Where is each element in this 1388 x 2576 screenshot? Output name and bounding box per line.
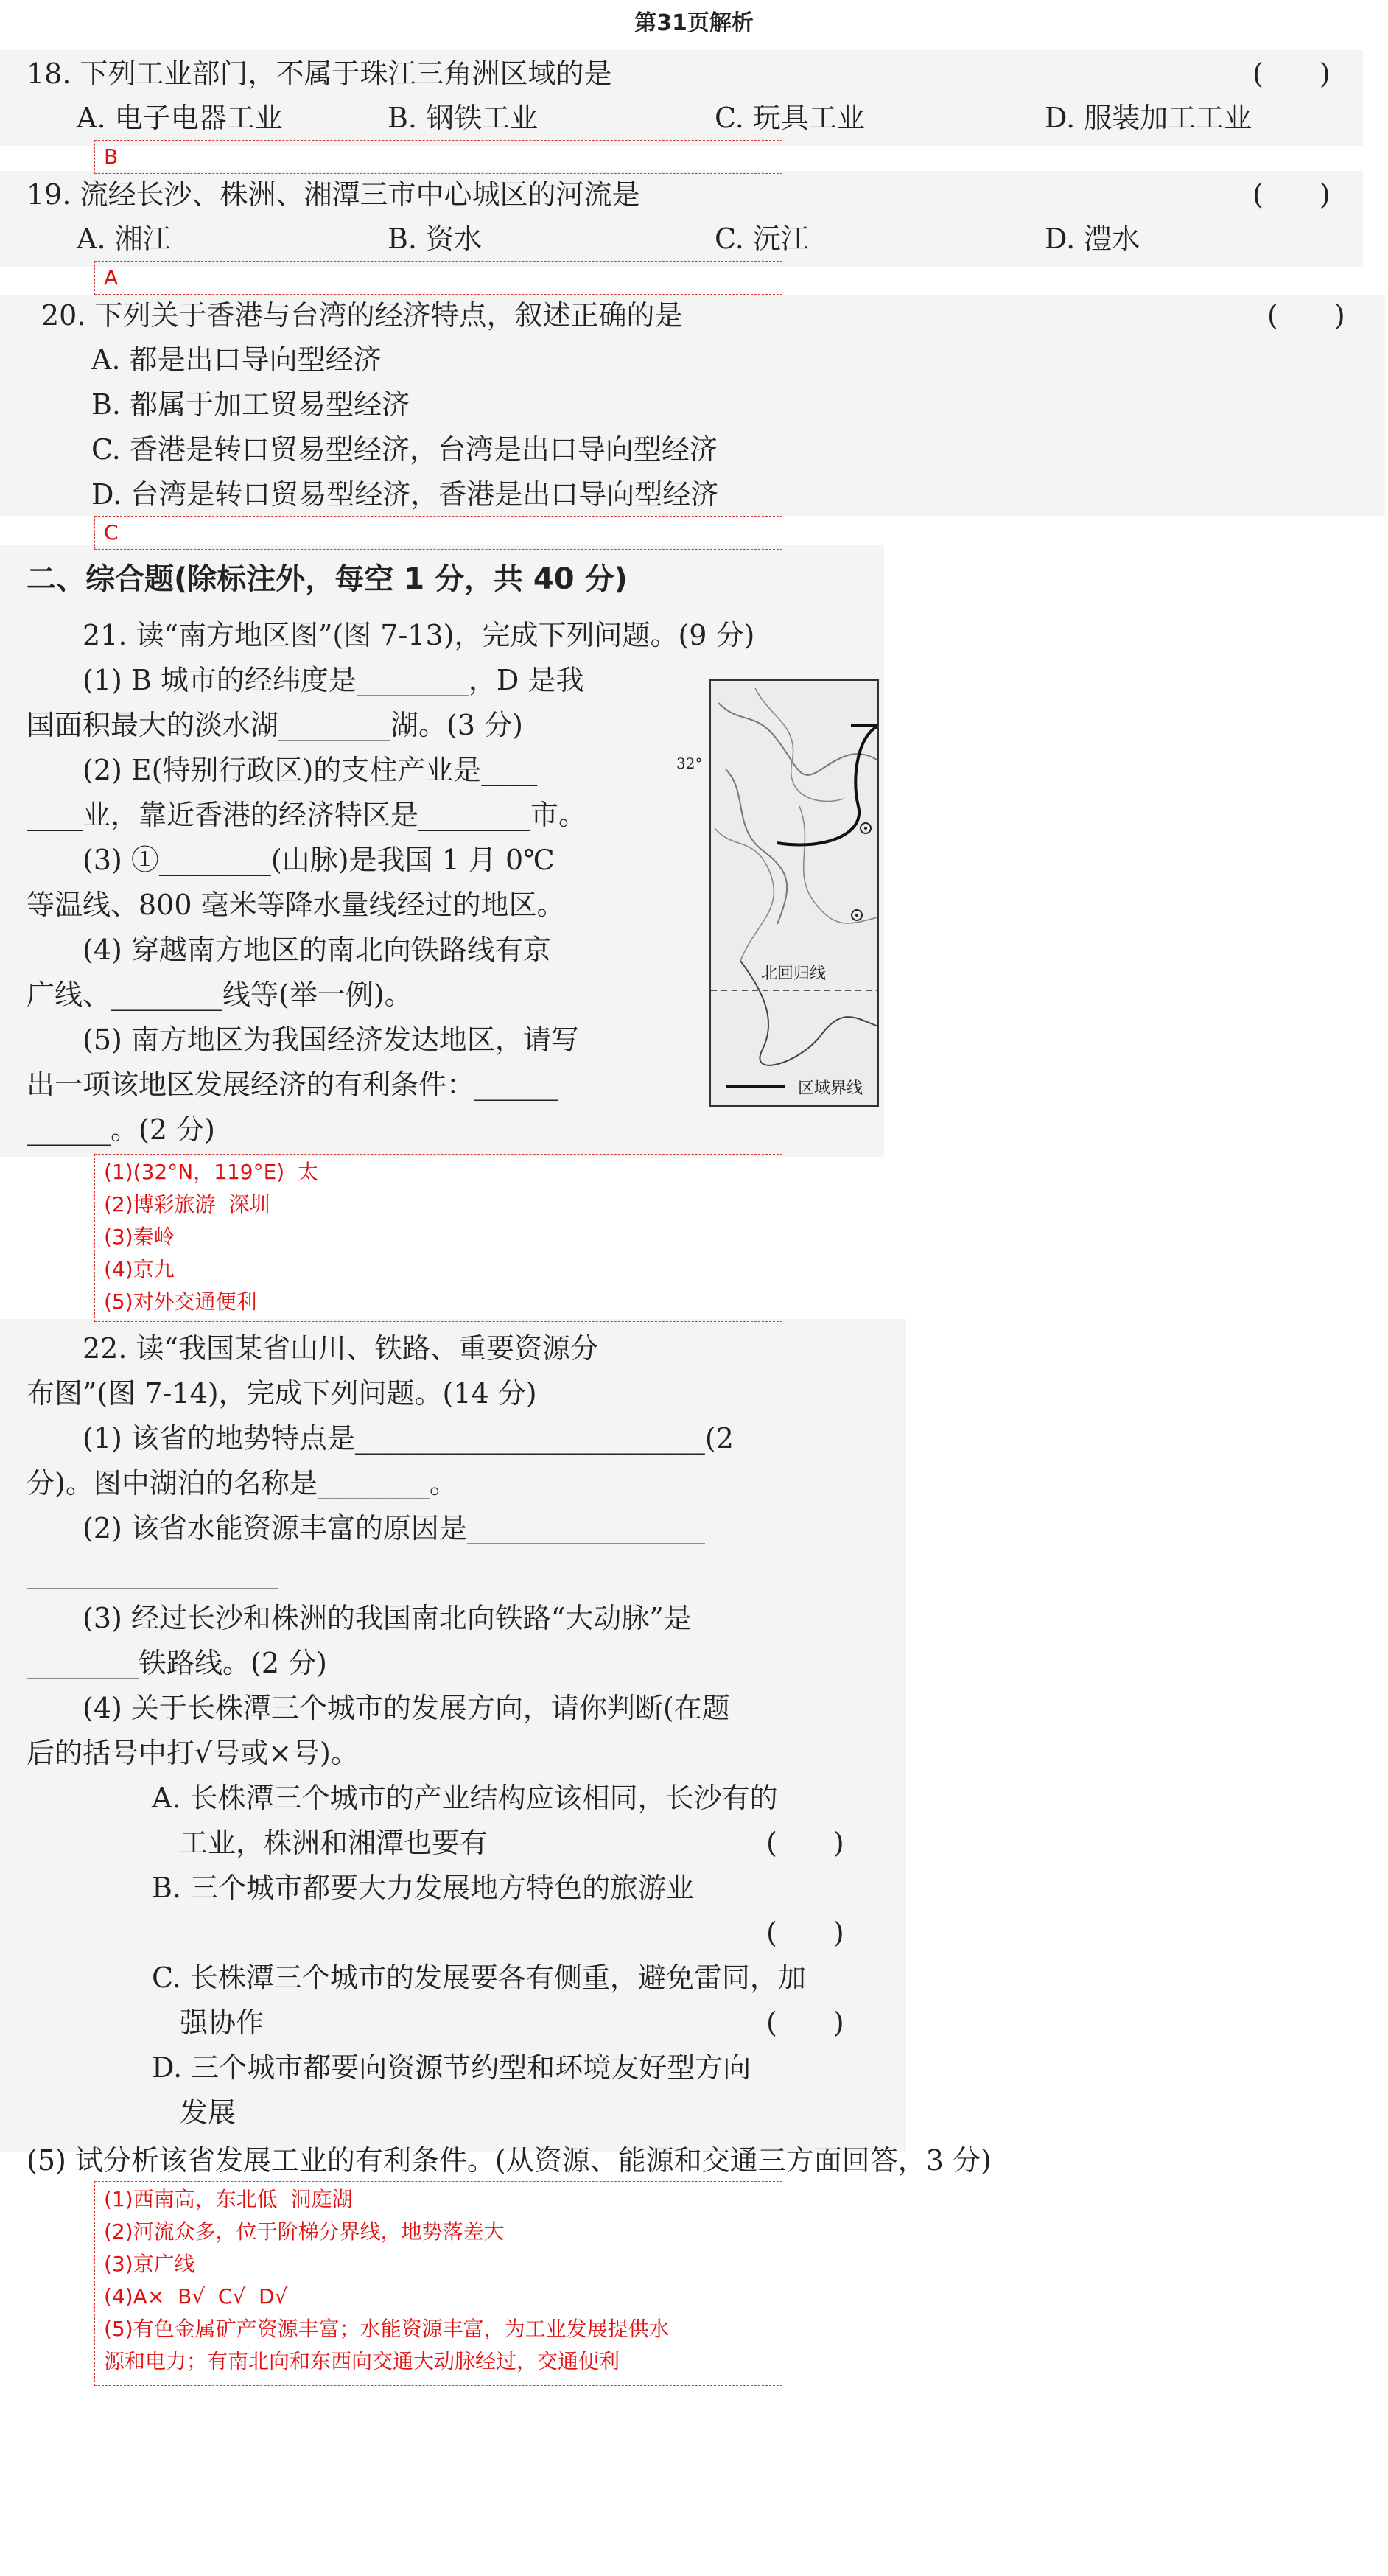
option-b: B. 资水	[388, 223, 483, 255]
question-20-stem: 20. 下列关于香港与台湾的经济特点，叙述正确的是	[41, 299, 683, 332]
question-21-line: 等温线、800 毫米等降水量线经过的地区。	[27, 889, 565, 921]
option-c: C. 沅江	[715, 223, 809, 255]
question-21-line: (5) 南方地区为我国经济发达地区，请写	[27, 1023, 579, 1056]
latitude-label: 32°	[676, 755, 703, 772]
judge-item-a-cont: 工业，株洲和湘潭也要有	[152, 1827, 488, 1859]
question-21-line: (4) 穿越南方地区的南北向铁路线有京	[27, 934, 551, 966]
question-21-line: 国面积最大的淡水湖________湖。(3 分)	[27, 709, 523, 741]
option-b: B. 钢铁工业	[388, 102, 539, 134]
option-a: A. 都是出口导向型经济	[91, 343, 382, 376]
answer-line: (5)有色金属矿产资源丰富；水能资源丰富，为工业发展提供水	[104, 2317, 670, 2341]
answer-box-20	[94, 516, 782, 550]
question-21-line: (1) B 城市的经纬度是________，D 是我	[27, 664, 584, 696]
question-21-line: 广线、________线等(举一例)。	[27, 979, 413, 1011]
map-drawing	[711, 681, 879, 1107]
answer-paren: ( )	[1252, 57, 1331, 90]
option-c: C. 玩具工业	[715, 102, 865, 134]
answer-box-22	[94, 2181, 782, 2386]
answer-line: (1)西南高，东北低 洞庭湖	[104, 2187, 353, 2211]
question-21-line: ______。(2 分)	[27, 1113, 215, 1146]
question-21-line: (2) E(特别行政区)的支柱产业是____	[27, 754, 538, 786]
question-22-line: (1) 该省的地势特点是_________________________(2	[27, 1422, 734, 1455]
answer-paren: ( )	[766, 1917, 844, 1949]
answer-box-19	[94, 261, 782, 295]
judge-item-c: C. 长株潭三个城市的发展要各有侧重，避免雷同，加	[152, 1961, 806, 1994]
answer-box-18	[94, 140, 782, 174]
judge-item-d-cont: 发展	[152, 2096, 236, 2129]
answer-line: (5)对外交通便利	[104, 1289, 257, 1314]
question-22-line: (4) 关于长株潭三个城市的发展方向，请你判断(在题	[27, 1692, 730, 1724]
question-22-line: 后的括号中打√号或×号)。	[27, 1737, 359, 1769]
option-c: C. 香港是转口贸易型经济，台湾是出口导向型经济	[91, 433, 718, 466]
answer-paren: ( )	[1267, 299, 1345, 332]
answer-line: (3)京广线	[104, 2252, 195, 2276]
question-22-line: (2) 该省水能资源丰富的原因是_________________	[27, 1512, 705, 1544]
legend-label: 区域界线	[798, 1079, 863, 1098]
question-22-line: 分)。图中湖泊的名称是________。	[27, 1467, 458, 1499]
answer-line: (1)(32°N，119°E) 太	[104, 1160, 319, 1184]
question-22-line: ________铁路线。(2 分)	[27, 1647, 327, 1679]
question-22-part5: (5) 试分析该省发展工业的有利条件。(从资源、能源和交通三方面回答，3 分)	[27, 2144, 992, 2177]
answer-text: B	[104, 144, 119, 169]
question-22-line: __________________	[27, 1557, 278, 1589]
question-21-line: 21. 读“南方地区图”(图 7-13)，完成下列问题。(9 分)	[27, 619, 755, 651]
answer-line: 源和电力；有南北向和东西向交通大动脉经过，交通便利	[104, 2349, 620, 2373]
judge-item-a: A. 长株潭三个城市的产业结构应该相同，长沙有的	[152, 1782, 778, 1814]
question-18-stem: 18. 下列工业部门，不属于珠江三角洲区域的是	[27, 57, 612, 90]
question-21-line: (3) ①________(山脉)是我国 1 月 0℃	[27, 844, 555, 876]
question-21-line: 出一项该地区发展经济的有利条件：______	[27, 1068, 559, 1101]
answer-text: A	[104, 265, 119, 290]
question-19-stem: 19. 流经长沙、株洲、湘潭三市中心城区的河流是	[27, 178, 640, 211]
answer-paren: ( )	[1252, 178, 1331, 211]
option-d: D. 服装加工工业	[1045, 102, 1252, 134]
question-21-line: ____业，靠近香港的经济特区是________市。	[27, 799, 587, 831]
judge-item-c-cont: 强协作	[152, 2006, 264, 2039]
answer-paren: ( )	[766, 2006, 844, 2039]
answer-line: (4)A× B√ C√ D√	[104, 2284, 288, 2309]
question-22-line: 布图”(图 7-14)，完成下列问题。(14 分)	[27, 1377, 537, 1410]
answer-text: C	[104, 520, 119, 545]
option-d: D. 澧水	[1045, 223, 1140, 255]
option-d: D. 台湾是转口贸易型经济，香港是出口导向型经济	[91, 478, 719, 511]
option-b: B. 都属于加工贸易型经济	[91, 388, 410, 421]
southern-region-map	[709, 679, 879, 1107]
answer-line: (4)京九	[104, 1257, 175, 1281]
judge-item-b: B. 三个城市都要大力发展地方特色的旅游业	[152, 1872, 695, 1904]
option-a: A. 电子电器工业	[77, 102, 283, 134]
question-22-line: (3) 经过长沙和株洲的我国南北向铁路“大动脉”是	[27, 1602, 692, 1634]
question-22-line: 22. 读“我国某省山川、铁路、重要资源分	[27, 1332, 598, 1365]
answer-line: (2)河流众多，位于阶梯分界线，地势落差大	[104, 2219, 505, 2244]
section-heading: 二、综合题(除标注外，每空 1 分，共 40 分)	[27, 562, 628, 596]
judge-item-d: D. 三个城市都要向资源节约型和环境友好型方向	[152, 2051, 751, 2084]
tropic-label: 北回归线	[761, 965, 827, 983]
page-title: 第31页解析	[634, 10, 754, 36]
option-a: A. 湘江	[77, 223, 171, 255]
answer-line: (2)博彩旅游 深圳	[104, 1192, 270, 1217]
answer-box-21	[94, 1154, 782, 1322]
answer-paren: ( )	[766, 1827, 844, 1859]
answer-line: (3)秦岭	[104, 1225, 175, 1249]
